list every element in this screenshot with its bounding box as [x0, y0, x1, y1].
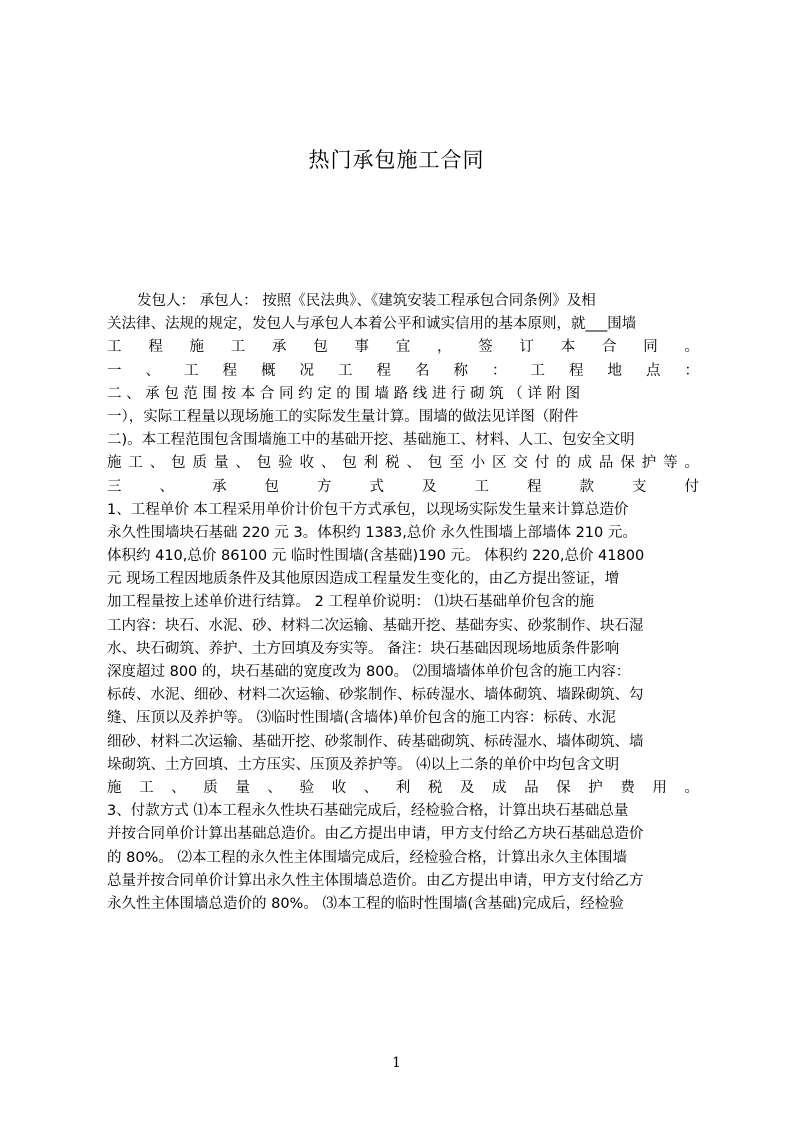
text-line: 的 80%。 ⑵本工程的永久性主体围墙完成后，经检验合格，计算出永久主体围墙	[107, 849, 627, 866]
text-line: 加工程量按上述单价进行结算。 2 工程单价说明： ⑴块石基础单价包含的施	[107, 594, 595, 611]
text-line: 永久性主体围墙总造价的 80%。 ⑶本工程的临时性围墙(含基础)完成后，经检验	[107, 895, 624, 912]
text-line: 垛砌筑、土方回填、土方压实、压顶及养护等。 ⑷以上二条的单价中均包含文明	[107, 756, 620, 773]
text-line: 体积约 410,总价 86100 元 临时性围墙(含基础)190 元。 体积约 220,总价 41800	[107, 548, 645, 565]
text-line: 细砂、材料二次运输、基础开挖、砂浆制作、砖基础砌筑、标砖湿水、墙体砌筑、墙	[107, 733, 644, 750]
text-line: 水、块石砌筑、养护、土方回填及夯实等。 备注：块石基础因现场地质条件影响	[107, 640, 620, 657]
text-line: 3、付款方式 ⑴本工程永久性块石基础完成后，经检验合格，计算出块石基础总量	[107, 803, 629, 820]
text-line: 发包人： 承包人： 按照《民法典》、《建筑安装工程承包合同条例》及相	[137, 293, 596, 309]
text-line: 关法律、法规的规定，发包人与承包人本着公平和诚实信用的基本原则，就___围墙	[107, 316, 637, 333]
text-line: 工内容：块石、水泥、砂、材料二次运输、基础开挖、基础夯实、砂浆制作、块石湿	[107, 617, 644, 634]
text-line: 施 工 、 质 量 、 验 收 、 利 税 及 成 品 保 护 费 用 。	[107, 779, 699, 796]
text-line: 三 、 承 包 方 式 及 工 程 款 支 付	[107, 478, 699, 495]
text-line: 一 、 工 程 概 况 工 程 名 称 ： 工 程 地 点 ：	[107, 362, 699, 379]
text-line: 总量并按合同单价计算出永久性主体围墙总造价。由乙方提出申请，甲方支付给乙方	[107, 872, 644, 889]
text-line: 永久性围墙块石基础 220 元 3。体积约 1383,总价 永久性围墙上部墙体 210 元。	[107, 524, 637, 541]
page-number: 1	[392, 1055, 401, 1071]
text-line: 元 现场工程因地质条件及其他原因造成工程量发生变化的，由乙方提出签证，增	[107, 571, 620, 588]
text-line: 工 程 施 工 承 包 事 宜 ， 签 订 本 合 同 。	[107, 339, 699, 356]
document-body	[107, 290, 699, 916]
text-line: 一），实际工程量以现场施工的实际发生量计算。围墙的做法见详图（附件	[107, 408, 579, 425]
text-line: 缝、压顶以及养护等。 ⑶临时性围墙(含墙体)单价包含的施工内容：标砖、水泥	[107, 710, 616, 727]
text-line: 标砖、水泥、细砂、材料二次运输、砂浆制作、标砖湿水、墙体砌筑、墙跺砌筑、勾	[107, 687, 644, 704]
document-title: 热门承包施工合同	[308, 148, 485, 172]
text-line: 深度超过 800 的，块石基础的宽度改为 800。 ⑵围墙墙体单价包含的施工内容：	[107, 664, 631, 680]
text-line: 二)。本工程范围包含围墙施工中的基础开挖、基础施工、材料、人工、包安全文明	[107, 432, 635, 449]
text-line: 施 工 、 包 质 量 、 包 验 收 、 包 利 税 、 包 至 小 区 交 付 的 成 品 保 护 等 。	[107, 455, 699, 472]
text-line: 二 、 承 包 范 围 按 本 合 同 约 定 的 围 墙 路 线 进 行 砌 筑 （ 详 附 图	[107, 385, 581, 402]
text-line: 并按合同单价计算出基础总造价。由乙方提出申请，甲方支付给乙方块石基础总造价	[107, 826, 644, 843]
text-line: 1、工程单价 本工程采用单价计价包干方式承包，以现场实际发生量来计算总造价	[107, 501, 629, 518]
